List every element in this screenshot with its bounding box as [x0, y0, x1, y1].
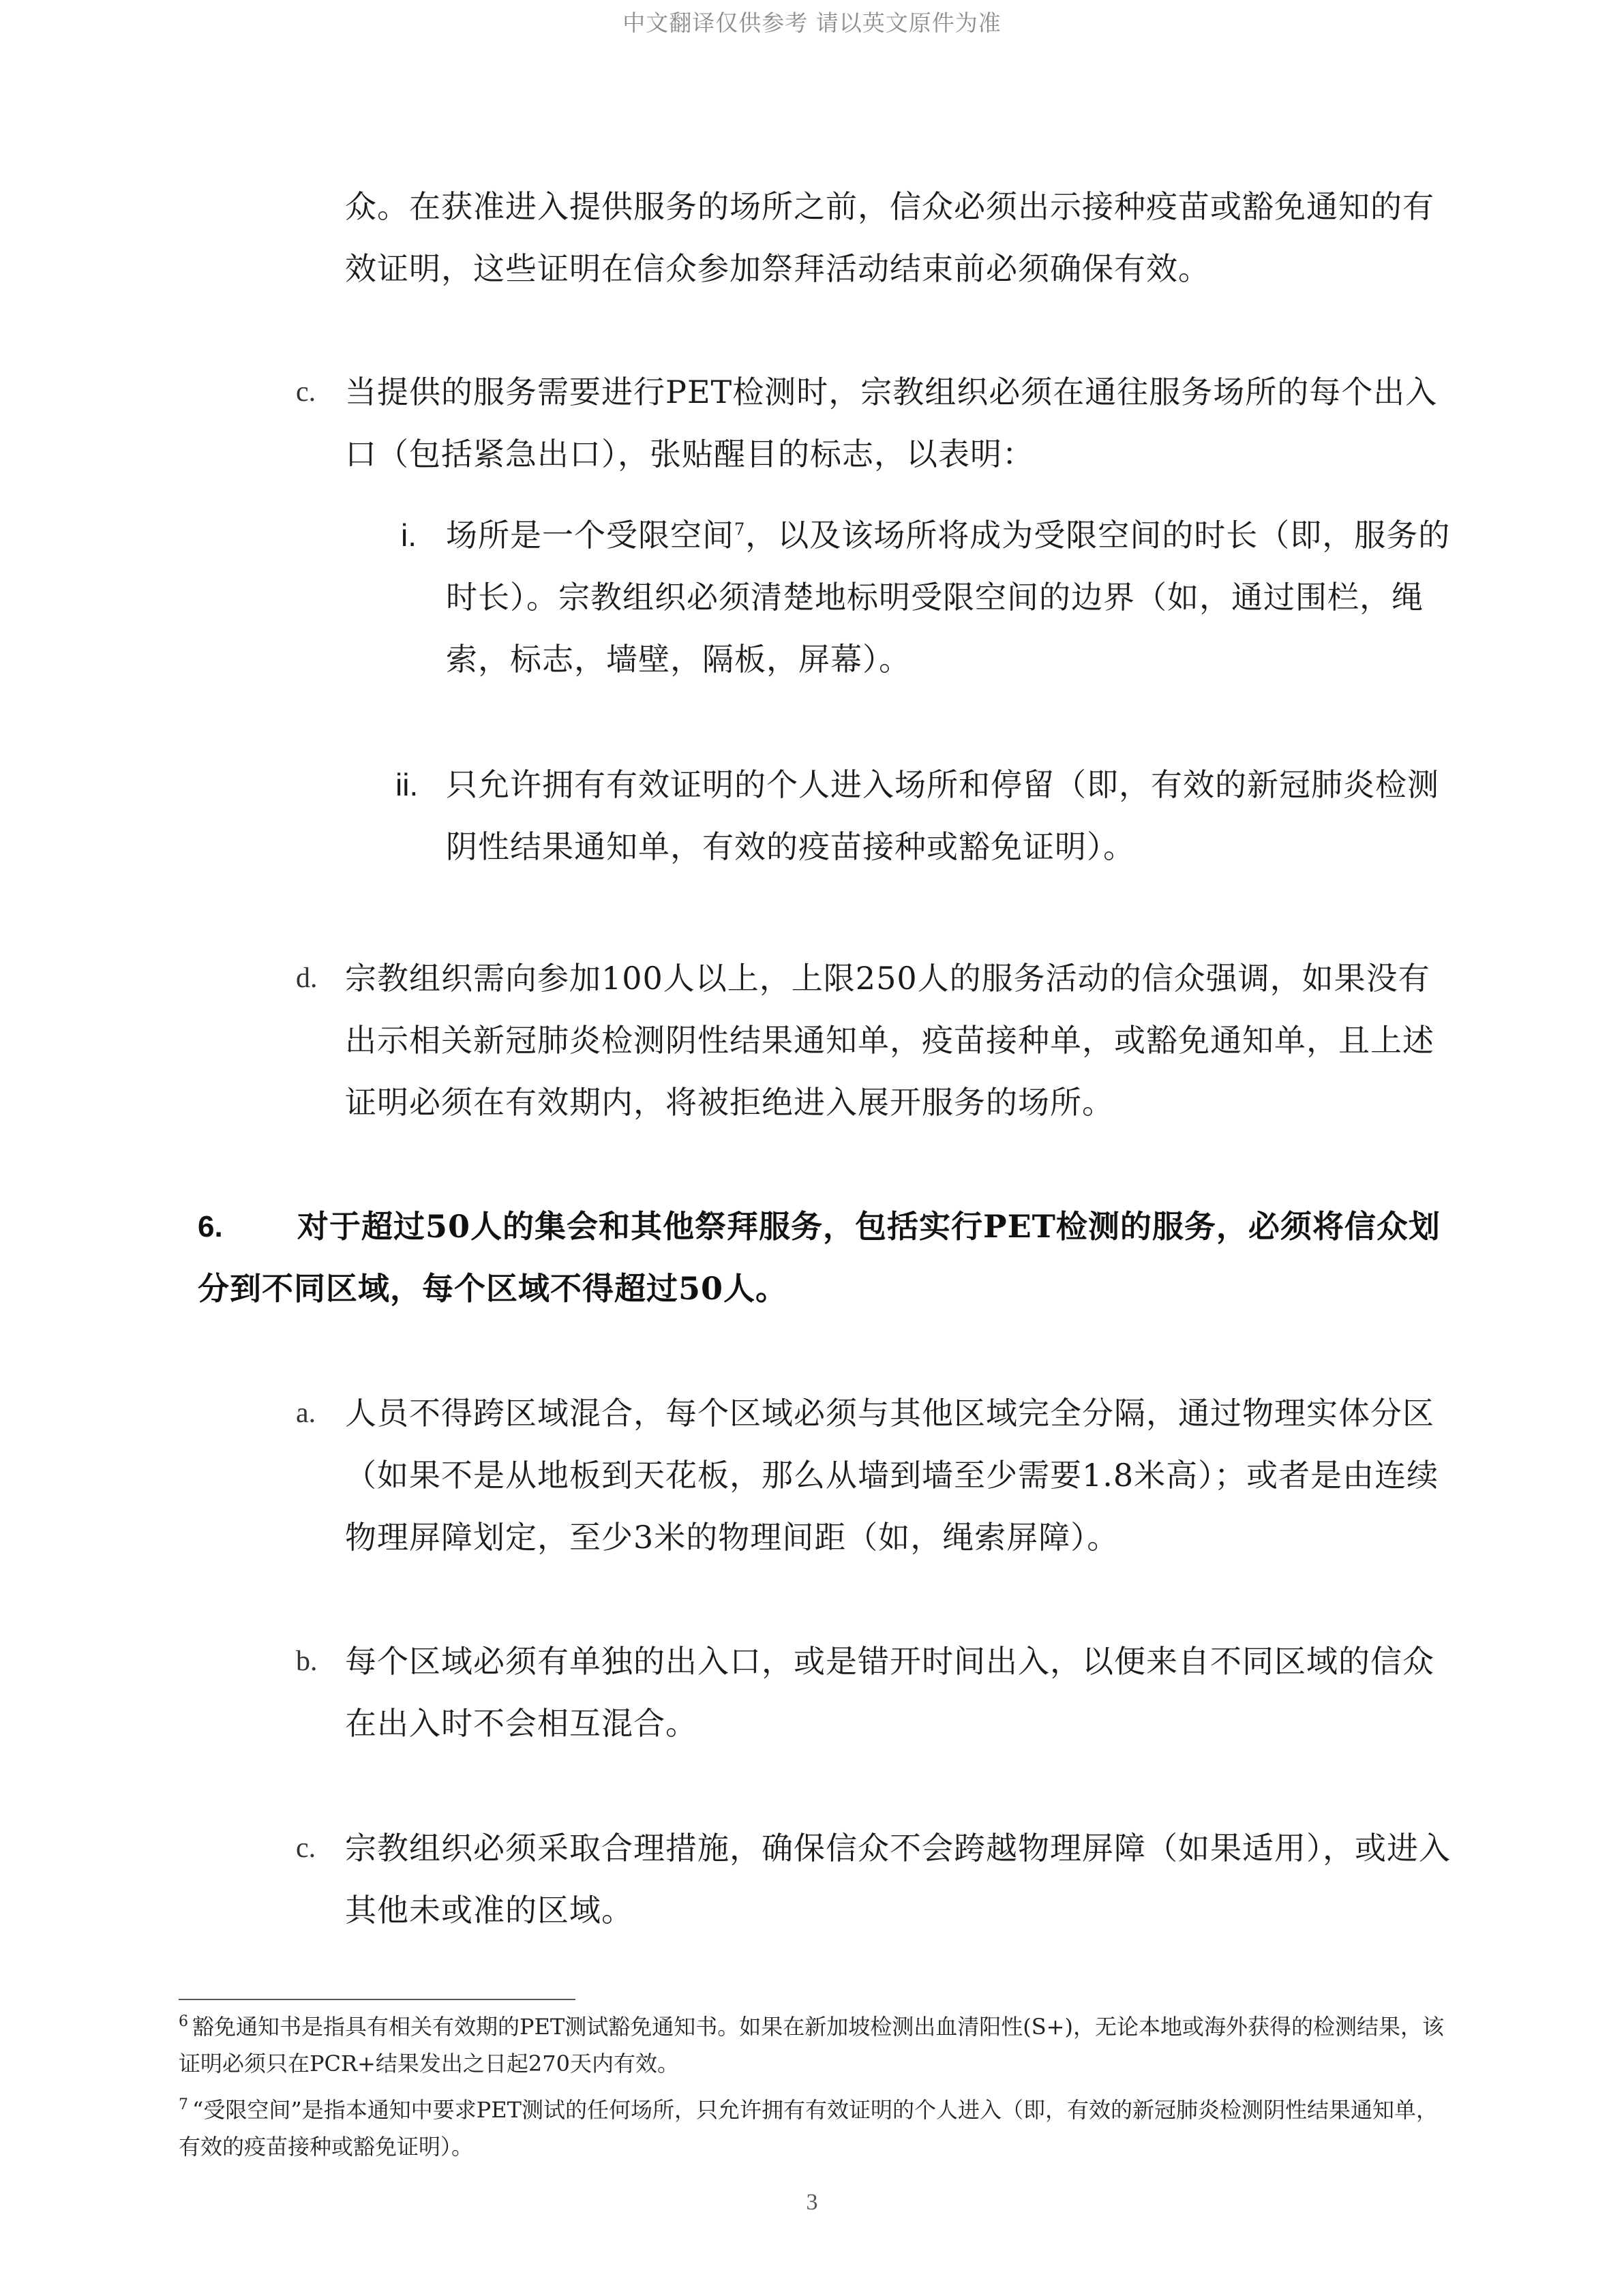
- footnote-7-text: “受限空间”是指本通知中要求PET测试的任何场所，只允许拥有有效证明的个人进入（即，有效的新冠肺炎检测阴性结果通知单，有效的疫苗接种或豁免证明）。: [179, 2097, 1438, 2160]
- footnote-6-text: 豁免通知书是指具有相关有效期的PET测试豁免通知书。如果在新加坡检测出血清阳性(S+)，无论本地或海外获得的检测结果，该证明必须只在PCR+结果发出之日起270天内有效。: [179, 2014, 1444, 2076]
- item-c-ii-text: 只允许拥有有效证明的个人进入场所和停留（即，有效的新冠肺炎检测阴性结果通知单，有效的疫苗接种或豁免证明）。: [446, 766, 1439, 865]
- footnote-6-mark: 6: [179, 2013, 188, 2031]
- item-c-marker: c.: [296, 376, 316, 408]
- footnote-6: [179, 2008, 1454, 2082]
- item-d-marker: d.: [296, 963, 318, 994]
- item-6b-text: 每个区域必须有单独的出入口，或是错开时间出入，以便来自不同区域的信众在出入时不会相互混合。: [345, 1643, 1434, 1742]
- footnote-7: [179, 2091, 1454, 2165]
- item-c-i-text: [446, 504, 1451, 691]
- item-c-ii-marker: ii.: [395, 767, 419, 802]
- item-6c-text: 宗教组织必须采取合理措施，确保信众不会跨越物理屏障（如果适用），或进入其他未或准的区域。: [345, 1830, 1451, 1929]
- paragraph-continuation: 众。在获准进入提供服务的场所之前，信众必须出示接种疫苗或豁免通知的有效证明，这些证明在信众参加祭拜活动结束前必须确保有效。: [345, 188, 1434, 287]
- page-number: 3: [806, 2190, 818, 2215]
- item-d-text: 宗教组织需向参加100人以上，上限250人的服务活动的信众强调，如果没有出示相关新冠肺炎检测阴性结果通知单，疫苗接种单，或豁免通知单，且上述证明必须在有效期内，将被拒绝进入展开服务的场所。: [345, 960, 1434, 1121]
- footnote-7-mark: 7: [179, 2096, 188, 2114]
- section-6-text: 对于超过50人的集会和其他祭拜服务，包括实行PET检测的服务，必须将信众划分到不同区域，每个区域不得超过50人。: [198, 1208, 1441, 1307]
- section-6-number: 6.: [198, 1210, 223, 1243]
- item-c-text: 当提供的服务需要进行PET检测时，宗教组织必须在通往服务场所的每个出入口（包括紧急出口），张贴醒目的标志，以表明：: [345, 374, 1438, 472]
- page-header: 中文翻译仅供参考 请以英文原件为准: [622, 10, 1002, 36]
- item-c-i-text-rest: ，以及该场所将成为受限空间的时长（即，服务的时长）。宗教组织必须清楚地标明受限空间的边界（如，通过围栏，绳索，标志，墙壁，隔板，屏幕）。: [446, 517, 1451, 678]
- footnote-ref-7[interactable]: 7: [734, 519, 746, 539]
- item-6a-text: 人员不得跨区域混合，每个区域必须与其他区域完全分隔，通过物理实体分区（如果不是从地板到天花板，那么从墙到墙至少需要1.8米高）；或者是由连续物理屏障划定，至少3米的物理间距（如，绳索屏障）。: [345, 1395, 1439, 1556]
- item-c-i-text-start: 场所是一个受限空间: [446, 517, 734, 554]
- item-c-i-marker: i.: [401, 517, 417, 553]
- item-6b-marker: b.: [296, 1646, 318, 1677]
- footnote-separator: [179, 1999, 575, 2000]
- item-6c-marker: c.: [296, 1832, 316, 1864]
- item-6a-marker: a.: [296, 1398, 316, 1429]
